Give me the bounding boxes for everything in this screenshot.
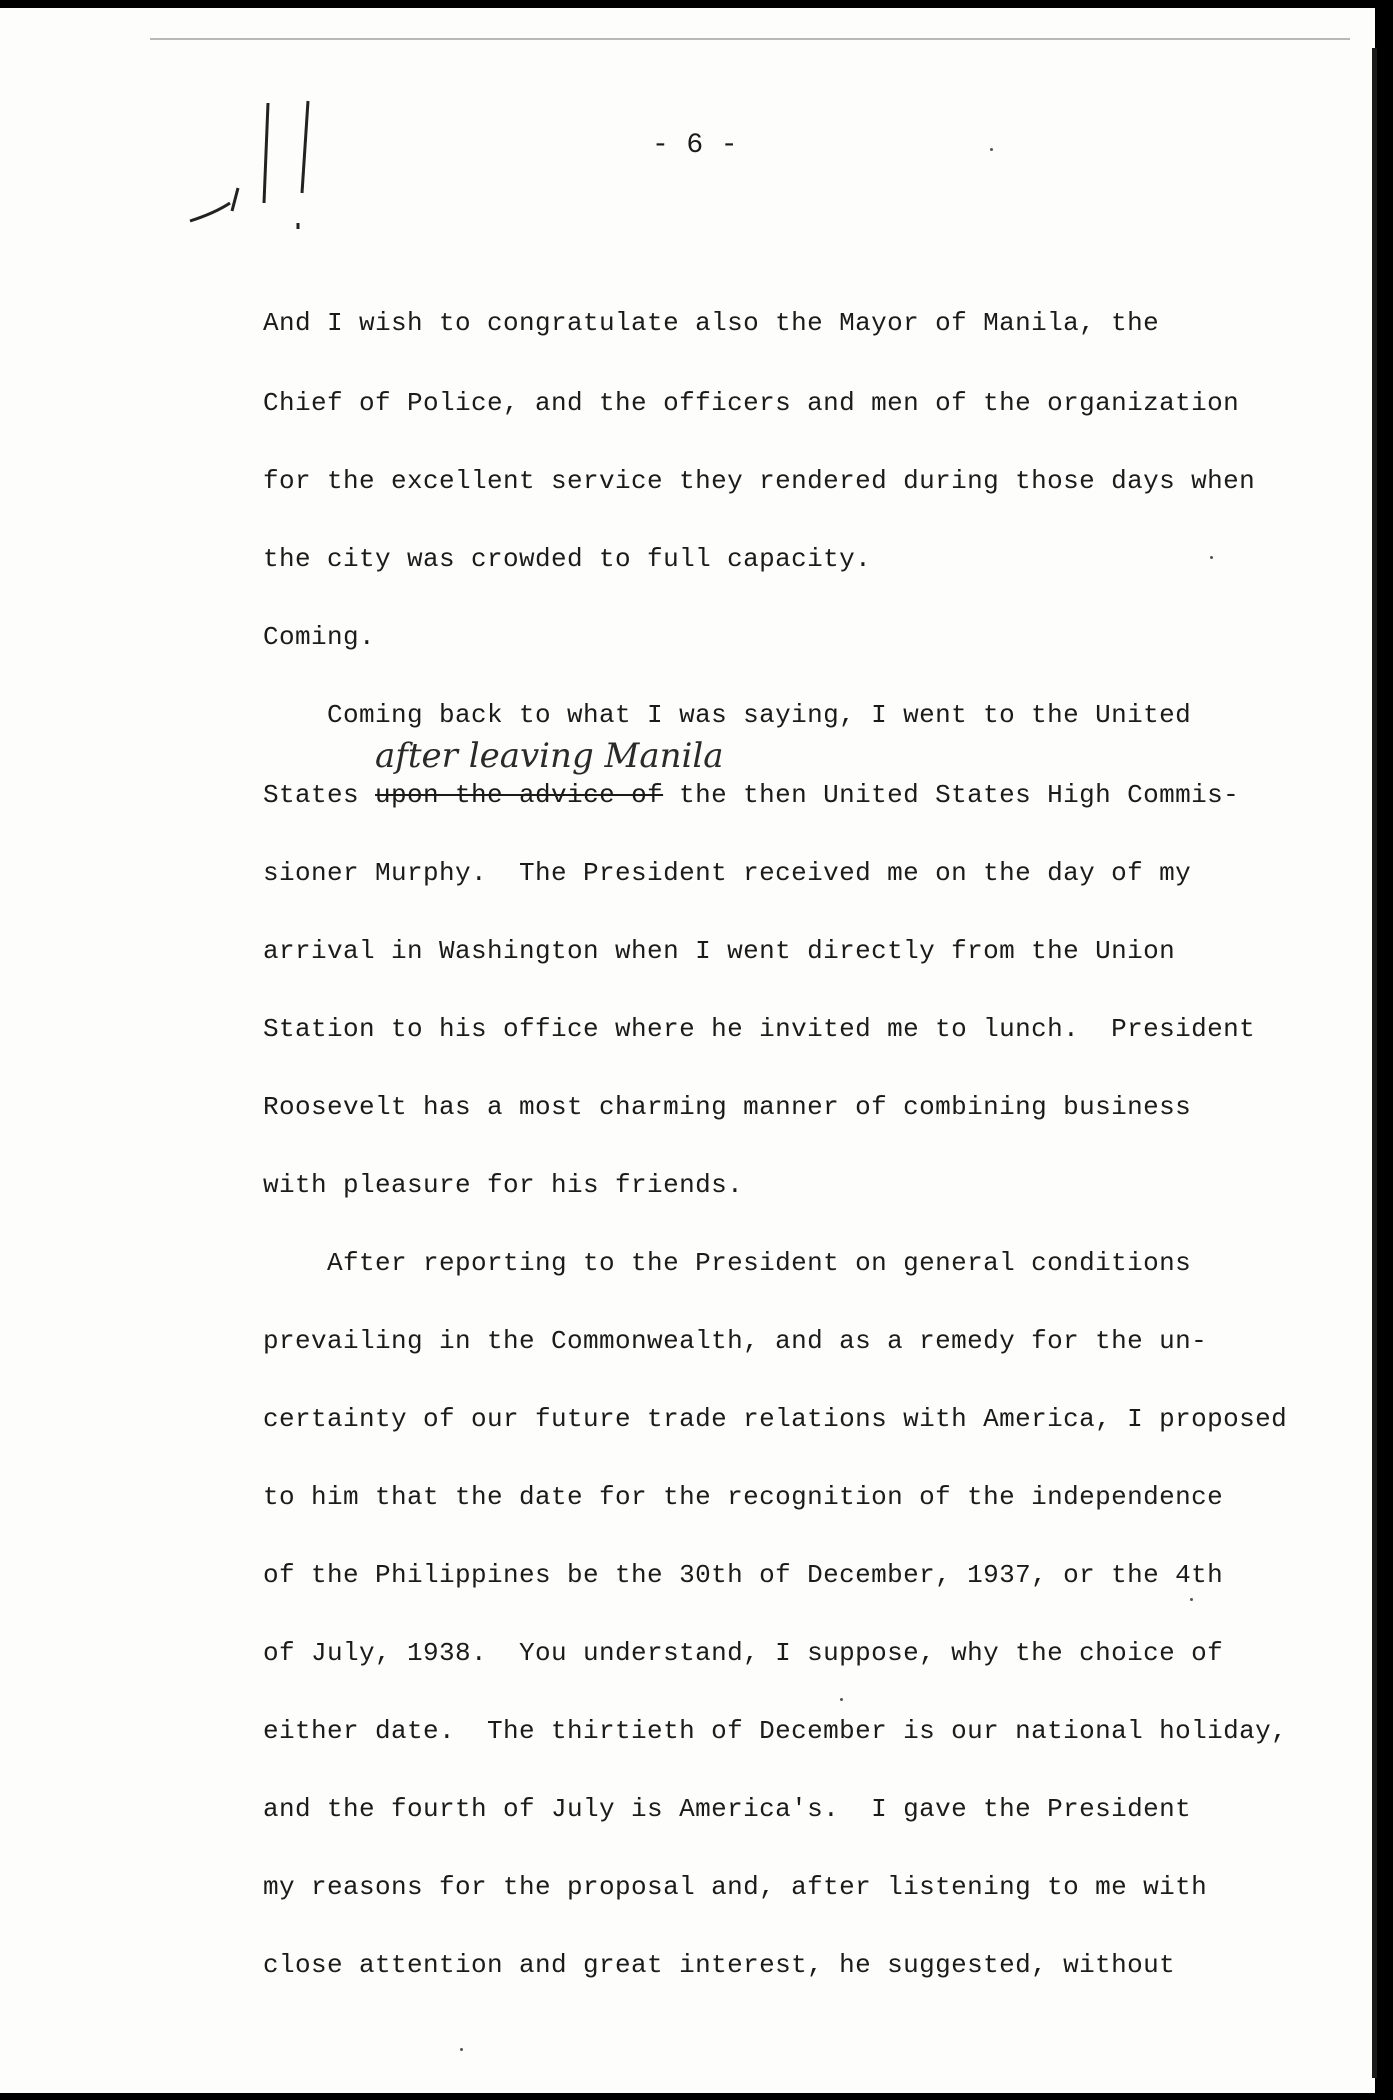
text-line-15: certainty of our future trade relations with America, I proposed (263, 1404, 1288, 1434)
text-line-3: for the excellent service they rendered during those days when (263, 466, 1256, 496)
text-line-14: prevailing in the Commonwealth, and as a remedy for the un- (263, 1326, 1208, 1356)
text-line-18: of July, 1938. You understand, I suppose, why the choice of (263, 1638, 1224, 1668)
struck-text: upon the advice of (375, 780, 664, 810)
speck (990, 148, 993, 151)
margin-annotation (180, 93, 320, 243)
text-line-21: my reasons for the proposal and, after listening to me with (263, 1872, 1208, 1902)
text-line-13: After reporting to the President on general conditions (263, 1248, 1192, 1278)
text-line-1: And I wish to congratulate also the Mayor of Manila, the (263, 308, 1160, 338)
text-line-7-after: the then United States High Commis- (663, 780, 1240, 810)
text-line-11: Roosevelt has a most charming manner of combining business (263, 1092, 1192, 1122)
text-line-2: Chief of Police, and the officers and men of the organization (263, 388, 1240, 418)
text-line-20: and the fourth of July is America's. I gave the President (263, 1794, 1192, 1824)
speck (840, 1698, 843, 1701)
text-line-4: the city was crowded to full capacity. (263, 544, 872, 574)
text-line-17: of the Philippines be the 30th of December, 1937, or the 4th (263, 1560, 1224, 1590)
text-line-8: sioner Murphy. The President received me on the day of my (263, 858, 1192, 888)
text-line-5: Coming. (263, 622, 376, 652)
text-line-16: to him that the date for the recognition of the independence (263, 1482, 1224, 1512)
text-line-7-before: States (263, 780, 376, 810)
text-line-9: arrival in Washington when I went directly from the Union (263, 936, 1176, 966)
document-page (0, 8, 1375, 2093)
handwritten-insertion: after leaving Manila (375, 736, 724, 776)
text-line-10: Station to his office where he invited me to lunch. President (263, 1014, 1256, 1044)
speck (460, 2048, 463, 2051)
top-edge-rule (150, 38, 1350, 40)
text-line-12: with pleasure for his friends. (263, 1170, 744, 1200)
page-edge-shadow (1372, 48, 1377, 2078)
text-line-22: close attention and great interest, he suggested, without (263, 1950, 1176, 1980)
speck (1210, 556, 1213, 559)
speck (1190, 1598, 1193, 1601)
margin-mark-icon (180, 93, 320, 233)
page-number: - 6 - (652, 130, 739, 161)
text-line-6: Coming back to what I was saying, I went to the United (263, 700, 1192, 730)
text-line-19: either date. The thirtieth of December is our national holiday, (263, 1716, 1288, 1746)
text-line-7 (263, 780, 1239, 810)
